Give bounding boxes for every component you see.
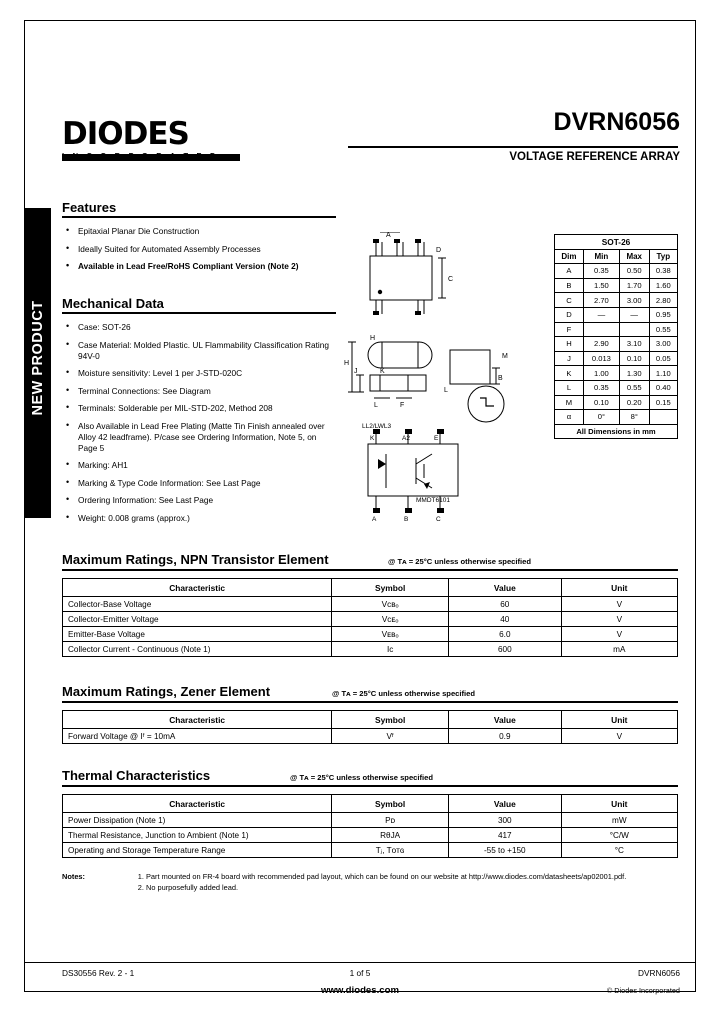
dim-cell: 3.10 [619, 337, 649, 352]
svg-text:L: L [374, 402, 378, 409]
cell-unit: °C/W [561, 828, 677, 843]
svg-text:B: B [498, 375, 503, 382]
features-rule [62, 216, 336, 218]
list-item: • Ideally Suited for Automated Assembly Processes [62, 244, 332, 255]
column-header: Symbol [332, 795, 449, 813]
cell-value: 300 [448, 813, 561, 828]
dim-cell: H [555, 337, 584, 352]
cell-symbol: Iᴄ [332, 642, 449, 657]
schematic-pin-e: E [434, 435, 439, 442]
dim-cell: 0.55 [649, 322, 677, 337]
column-header: Symbol [332, 579, 449, 597]
svg-text:H: H [344, 360, 350, 367]
package-dimensions-table [554, 234, 678, 439]
logo-bar [62, 154, 240, 161]
column-header: Unit [561, 711, 677, 729]
dim-cell: 0.50 [619, 264, 649, 279]
schematic-pin-k: K [370, 435, 375, 442]
cell-value: 600 [449, 642, 562, 657]
dim-cell: 1.60 [649, 278, 677, 293]
column-header: Value [449, 579, 562, 597]
svg-text:L: L [444, 387, 448, 394]
dim-col-header: Max [619, 249, 649, 264]
dim-cell: 0.10 [619, 351, 649, 366]
table-row [63, 627, 678, 642]
footer-page-number: 1 of 5 [349, 968, 371, 978]
footer-website-link[interactable]: www.diodes.com [320, 985, 399, 996]
svg-text:J: J [354, 368, 358, 375]
footer-part-number: DVRN6056 [638, 968, 680, 978]
dim-cell: — [619, 307, 649, 322]
table-row [63, 729, 678, 744]
dim-cell: 0.05 [649, 351, 677, 366]
list-item: • Marking & Type Code Information: See Last Page [62, 478, 334, 489]
list-item: • Available in Lead Free/RoHS Compliant Version (Note 2) [62, 261, 332, 272]
product-subtitle: VOLTAGE REFERENCE ARRAY [509, 151, 680, 163]
max-ratings-zener-condition: @ Tᴀ = 25°C unless otherwise specified [332, 689, 475, 698]
table-row [555, 322, 678, 337]
cell-characteristic: Emitter-Base Voltage [63, 627, 332, 642]
cell-characteristic: Power Dissipation (Note 1) [63, 813, 332, 828]
mechanical-rule [62, 312, 336, 314]
list-item: • Moisture sensitivity: Level 1 per J-STD-020C [62, 368, 334, 379]
features-list [62, 226, 332, 279]
dim-cell: 0.55 [619, 380, 649, 395]
dim-cell: 0.20 [619, 395, 649, 410]
max-ratings-npn-heading: Maximum Ratings, NPN Transistor Element [62, 552, 329, 567]
dim-cell: 0.15 [649, 395, 677, 410]
column-header: Characteristic [63, 579, 332, 597]
dim-cell: 0.35 [583, 264, 619, 279]
column-header: Value [449, 711, 562, 729]
dim-cell: J [555, 351, 584, 366]
list-item: • Epitaxial Planar Die Construction [62, 226, 332, 237]
max-ratings-zener-table [62, 710, 678, 744]
note-item: 2. No purposefully added lead. [146, 883, 662, 893]
table-row [555, 264, 678, 279]
svg-text:M: M [502, 353, 508, 360]
dim-cell: α [555, 410, 584, 425]
dim-col-header: Dim [555, 249, 584, 264]
cell-unit: mW [561, 813, 677, 828]
features-heading: Features [62, 200, 117, 215]
column-header: Symbol [332, 711, 449, 729]
table-row [555, 293, 678, 308]
svg-text:A: A [386, 232, 391, 239]
dim-cell [649, 410, 677, 425]
thermal-condition: @ Tᴀ = 25°C unless otherwise specified [290, 773, 433, 782]
dim-cell: 2.70 [583, 293, 619, 308]
notes-label: Notes: [62, 872, 85, 881]
table-row [555, 395, 678, 410]
schematic-pin-c: C [436, 516, 441, 522]
cell-unit: °C [561, 843, 677, 858]
dim-cell: A [555, 264, 584, 279]
package-table-title: SOT-26 [555, 235, 678, 250]
dim-cell: 0.10 [583, 395, 619, 410]
cell-characteristic: Operating and Storage Temperature Range [63, 843, 332, 858]
cell-value: 40 [449, 612, 562, 627]
dim-cell: 1.00 [583, 366, 619, 381]
package-table-footer: All Dimensions in mm [555, 424, 678, 439]
cell-characteristic: Collector-Emitter Voltage [63, 612, 332, 627]
max-ratings-npn-rule [62, 569, 678, 571]
list-item: • Case Material: Molded Plastic. UL Flammability Classification Rating 94V-0 [62, 340, 334, 362]
max-ratings-npn-table [62, 578, 678, 657]
cell-unit: V [561, 729, 677, 744]
svg-text:F: F [400, 402, 405, 409]
list-item: • Ordering Information: See Last Page [62, 495, 334, 506]
thermal-heading: Thermal Characteristics [62, 768, 211, 783]
cell-characteristic: Thermal Resistance, Junction to Ambient (Note 1) [63, 828, 332, 843]
table-row [63, 612, 678, 627]
package-outline-diagram [330, 232, 550, 522]
dim-cell: 1.10 [649, 366, 677, 381]
table-row [63, 597, 678, 612]
cell-symbol: RθJA [332, 828, 449, 843]
dim-cell: 2.90 [583, 337, 619, 352]
schematic-marking-label: MMDT6101 [416, 497, 450, 504]
dim-cell: K [555, 366, 584, 381]
dim-cell: C [555, 293, 584, 308]
thermal-rule [62, 785, 678, 787]
dim-cell: F [555, 322, 584, 337]
max-ratings-zener-heading: Maximum Ratings, Zener Element [62, 684, 271, 699]
column-header: Value [448, 795, 561, 813]
dim-cell: M [555, 395, 584, 410]
dim-col-header: Typ [649, 249, 677, 264]
cell-symbol: Vᶠ [332, 729, 449, 744]
cell-characteristic: Collector Current - Continuous (Note 1) [63, 642, 332, 657]
header-divider [348, 146, 678, 148]
cell-value: 0.9 [449, 729, 562, 744]
thermal-table [62, 794, 678, 858]
list-item: • Marking: AH1 [62, 460, 334, 471]
mechanical-heading: Mechanical Data [62, 296, 164, 311]
max-ratings-npn-condition: @ Tᴀ = 25°C unless otherwise specified [388, 557, 531, 566]
cell-unit: mA [561, 642, 677, 657]
dim-cell: 1.30 [619, 366, 649, 381]
schematic-pin-b: B [404, 516, 409, 522]
max-ratings-zener-rule [62, 701, 678, 703]
svg-text:D: D [436, 247, 442, 254]
list-item: • Terminal Connections: See Diagram [62, 386, 334, 397]
cell-unit: V [561, 627, 677, 642]
new-product-tab [25, 208, 51, 518]
list-item: • Terminals: Solderable per MIL-STD-202, Method 208 [62, 403, 334, 414]
column-header: Characteristic [63, 795, 332, 813]
cell-value: 417 [448, 828, 561, 843]
note-item: 1. Part mounted on FR-4 board with recommended pad layout, which can be found on our website at http://www.diodes.com/datasheets/ap02001.pdf. [146, 872, 662, 882]
schematic-pin-a: A [372, 516, 377, 522]
cell-value: 6.0 [449, 627, 562, 642]
cell-characteristic: Forward Voltage @ Iᶠ = 10mA [63, 729, 332, 744]
cell-symbol: Vᴄᴇₒ [332, 612, 449, 627]
column-header: Unit [561, 579, 677, 597]
cell-symbol: Pᴅ [332, 813, 449, 828]
dim-cell: 0.40 [649, 380, 677, 395]
column-header: Unit [561, 795, 677, 813]
table-row [63, 843, 678, 858]
list-item: • Case: SOT-26 [62, 322, 334, 333]
table-row [63, 813, 678, 828]
dim-cell: 3.00 [649, 337, 677, 352]
dim-cell: 0.35 [583, 380, 619, 395]
dim-cell: 1.70 [619, 278, 649, 293]
schematic-label-dlabel: LL2/LWL3 [362, 423, 392, 430]
column-header: Characteristic [63, 711, 332, 729]
svg-text:H: H [370, 335, 376, 342]
schematic-pin-a2: A2 [402, 435, 410, 442]
table-row [63, 828, 678, 843]
list-item: • Weight: 0.008 grams (approx.) [62, 513, 334, 524]
cell-characteristic: Collector-Base Voltage [63, 597, 332, 612]
dim-cell: 2.80 [649, 293, 677, 308]
logo-wordmark: DIODES [62, 116, 189, 152]
table-row [555, 337, 678, 352]
cell-symbol: Tⱼ, Tᴏᴛɢ [332, 843, 449, 858]
dim-cell: 1.50 [583, 278, 619, 293]
dim-cell: L [555, 380, 584, 395]
dim-cell [619, 322, 649, 337]
dim-cell: 0.38 [649, 264, 677, 279]
svg-text:K: K [380, 368, 385, 375]
new-product-tab-label: NEW PRODUCT [30, 300, 46, 416]
dim-cell: 0° [583, 410, 619, 425]
table-row [555, 380, 678, 395]
table-row [555, 307, 678, 322]
notes-list [62, 872, 662, 893]
dim-cell: — [583, 307, 619, 322]
table-row [555, 278, 678, 293]
notes-block [62, 872, 662, 894]
page-title: DVRN6056 [553, 108, 680, 136]
dim-cell [583, 322, 619, 337]
footer-doc-id: DS30556 Rev. 2 - 1 [62, 968, 135, 978]
cell-value: 60 [449, 597, 562, 612]
dim-cell: D [555, 307, 584, 322]
table-row [555, 410, 678, 425]
cell-unit: V [561, 597, 677, 612]
dim-cell: 0.013 [583, 351, 619, 366]
dim-col-header: Min [583, 249, 619, 264]
dim-cell: B [555, 278, 584, 293]
table-row [63, 642, 678, 657]
dim-cell: 0.95 [649, 307, 677, 322]
list-item: • Also Available in Lead Free Plating (Matte Tin Finish annealed over Alloy 42 leadframe). P/case see Ordering Information, Note 5, on Page 5 [62, 421, 334, 454]
cell-unit: V [561, 612, 677, 627]
dim-cell: 8° [619, 410, 649, 425]
table-row [555, 351, 678, 366]
mechanical-list [62, 322, 334, 530]
cell-symbol: Vᴄʙₒ [332, 597, 449, 612]
dim-cell: 3.00 [619, 293, 649, 308]
table-row [555, 366, 678, 381]
cell-symbol: Vᴇʙₒ [332, 627, 449, 642]
footer-divider [25, 962, 695, 963]
svg-text:C: C [448, 276, 454, 283]
cell-value: -55 to +150 [448, 843, 561, 858]
footer-copyright: © Diodes Incorporated [606, 986, 680, 995]
